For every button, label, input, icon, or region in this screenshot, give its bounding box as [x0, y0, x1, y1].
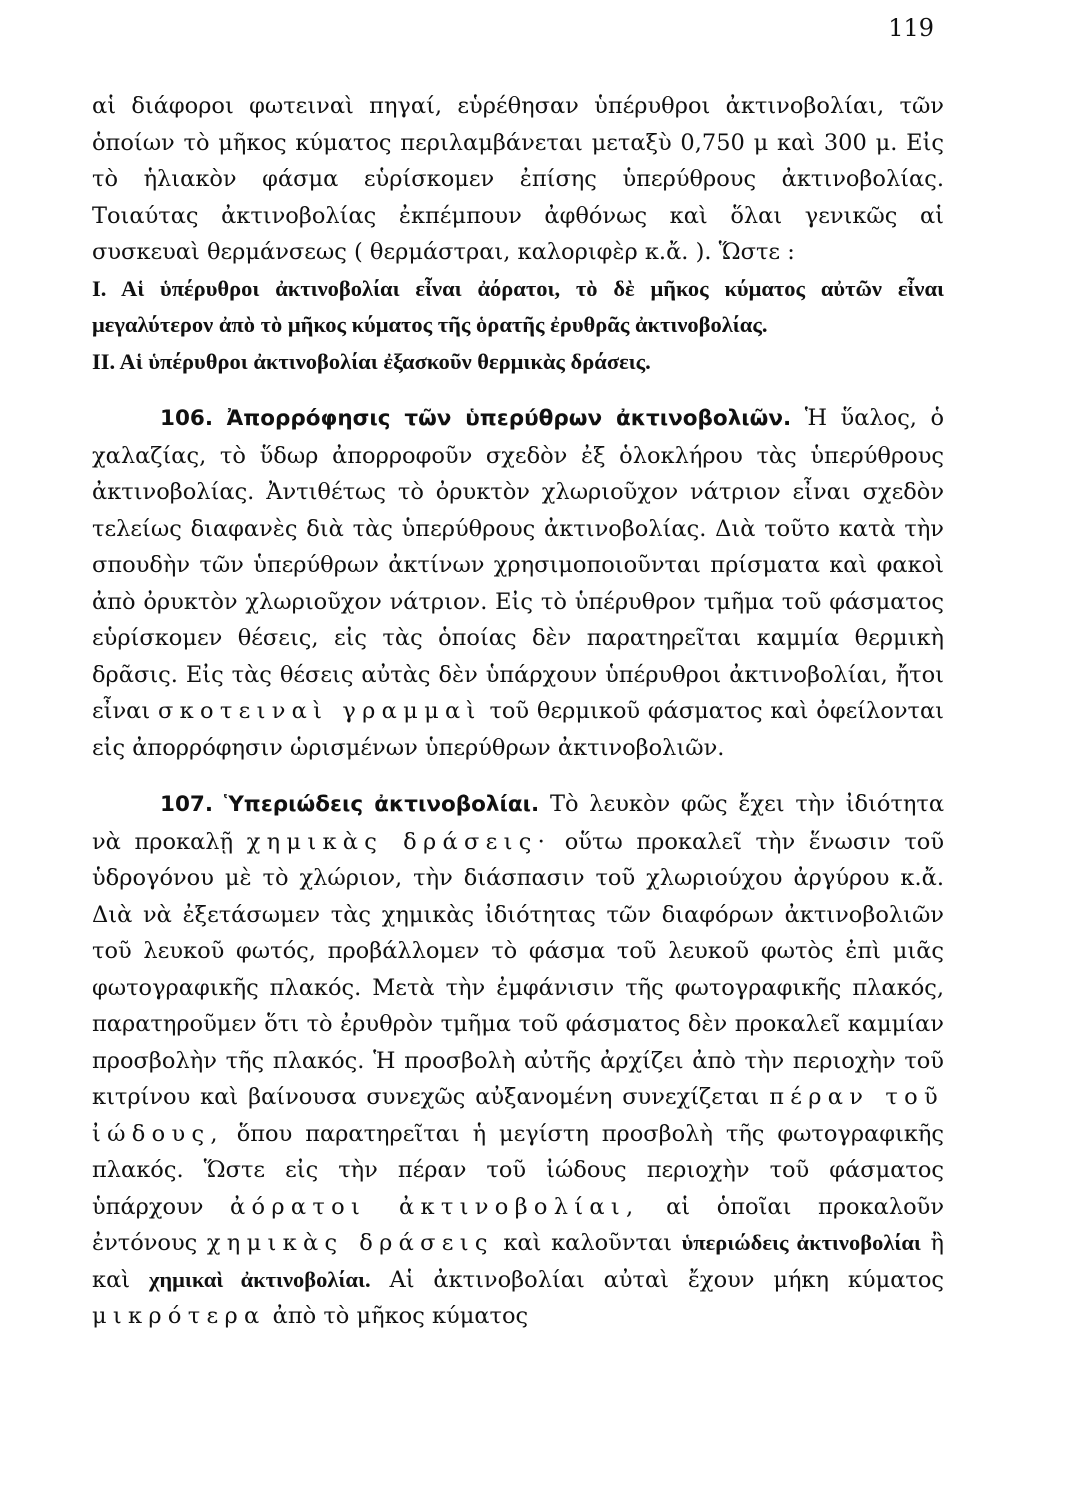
section-107-text-b: οὕτω προκαλεῖ τὴν ἕνωσιν τοῦ ὑδρογόνου μὲ τὸ χλώριον, τὴν διάσπασιν τοῦ χλωριούχου ἀργύρου κ.ἄ. Διὰ νὰ ἐξετάσωμεν τὰς χημικὰς ἰδιότητας τῶν διαφόρων ἀκτινοβολιῶν τοῦ λευκοῦ φωτός, προβάλλομεν τὸ φάσμα τοῦ λευκοῦ φωτὸς ἐπὶ μιᾶς φωτογραφικῆς πλακός. Μετὰ τὴν ἐμφάνισιν τῆς φωτογραφικῆς πλακός, παρατηροῦμεν ὅτι τὸ ἐρυθρὸν τμῆμα τοῦ φάσματος δὲν προκαλεῖ καμμίαν προσβολὴν τῆς πλακός. Ἡ προσβολὴ αὐτῆς ἀρχίζει ἀπὸ τὴν περιοχὴν τοῦ κιτρίνου καὶ βαίνουσα συνεχῶς αὐξανομένη συνεχίζεται — [92, 828, 945, 1110]
section-107-spaced-c: ἀόρατοι ἀκτινοβολίαι, — [230, 1193, 640, 1220]
section-107-text-g: Αἱ ἀκτινοβολίαι αὐταὶ ἔχουν μήκη κύματος — [389, 1266, 944, 1293]
section-107-text-d: αἱ ὁποῖαι προκαλοῦν ἐντόνους — [92, 1193, 945, 1256]
section-107-spaced-d: χημικὰς δράσεις — [206, 1230, 494, 1256]
section-107-text-a: Τὸ λευκὸν φῶς ἔχει τὴν ἰδιότητα νὰ προκαλῇ — [92, 791, 945, 855]
section-106-number: 106. — [160, 406, 214, 431]
section-107-text-c: ὅπου παρατηρεῖται ἡ μεγίστη προσβολὴ τῆς φωτογραφικῆς πλακός. Ὥστε εἰς τὴν πέραν τοῦ ἰώδους περιοχὴν τοῦ φάσματος ὑπάρχουν — [92, 1120, 945, 1220]
section-107-text-e: καὶ καλοῦνται — [503, 1230, 672, 1256]
section-107-spaced-b: πέραν τοῦ ἰώδους, — [92, 1084, 944, 1147]
section-107-bold-a: ὑπεριώδεις ἀκτινοβολίαι — [681, 1230, 921, 1255]
section-107-bold-b: χημικαὶ ἀκτινοβολίαι. — [148, 1266, 371, 1292]
conclusion-two — [92, 344, 944, 381]
section-107-spaced-a: χημικὰς δράσεις· — [246, 828, 552, 855]
page-body — [92, 88, 944, 1335]
intro-paragraph: αἱ διάφοροι φωτειναὶ πηγαί, εὑρέθησαν ὑπέρυθροι ἀκτινοβολίαι, τῶν ὁποίων τὸ μῆκος κύματος περιλαμβάνεται μεταξὺ 0,750 μ καὶ 300 μ. Εἰς τὸ ἡλιακὸν φάσμα εὑρίσκομεν ἐπίσης ὑπερύθρους ἀκτινοβολίας. Τοιαύτας ἀκτινοβολίας ἐκπέμπουν ἀφθόνως καὶ ὅλαι γενικῶς αἱ συσκευαὶ θερμάνσεως ( θερμάστραι, καλοριφὲρ κ.ἄ. ). Ὥστε : — [92, 93, 944, 265]
section-106-spaced-a: σκοτειναὶ γραμμαὶ — [158, 698, 482, 724]
section-106 — [92, 400, 944, 766]
section-107-number: 107. — [160, 792, 214, 817]
section-107-spaced-e: μικρότερα — [92, 1303, 266, 1329]
section-106-text-b: τοῦ θερμικοῦ φάσματος καὶ ὀφείλονται εἰς ἀπορρόφησιν ὡρισμένων ὑπερύθρων ἀκτινοβολιῶν. — [92, 698, 945, 761]
section-107-text-f: ἢ καὶ — [92, 1230, 944, 1293]
section-107 — [92, 786, 944, 1335]
section-107-title: Ὑπεριώδεις ἀκτινοβολίαι. — [223, 792, 540, 817]
conclusion-two-text: ΙΙ. Αἱ ὑπέρυθροι ἀκτινοβολίαι ἐξασκοῦν θερμικὰς δράσεις. — [92, 348, 651, 374]
section-106-title: Ἀπορρόφησις τῶν ὑπερύθρων ἀκτινοβολιῶν. — [226, 406, 792, 431]
section-106-text-a: Ἡ ὕαλος, ὁ χαλαζίας, τὸ ὕδωρ ἀπορροφοῦν σχεδὸν ἐξ ὁλοκλήρου τὰς ὑπερύθρους ἀκτινοβολίας. Ἀντιθέτως τὸ ὀρυκτὸν χλωριοῦχον νάτριον εἶναι σχεδὸν τελείως διαφανὲς διὰ τὰς ὑπερύθρους ἀκτινοβολίας. Διὰ τοῦτο κατὰ τὴν σπουδὴν τῶν ὑπερύθρων ἀκτίνων χρησιμοποιοῦνται πρίσματα καὶ φακοὶ ἀπὸ ὀρυκτὸν χλωριοῦχον νάτριον. Εἰς τὸ ὑπέρυθρον τμῆμα τοῦ φάσματος εὑρίσκομεν θέσεις, εἰς τὰς ὁποίας δὲν παρατηρεῖται καμμία θερμικὴ δρᾶσις. Εἰς τὰς θέσεις αὐτὰς δὲν ὑπάρχουν ὑπέρυθροι ἀκτινοβολίαι, ἤτοι εἶναι — [92, 405, 945, 724]
page-number: 119 — [888, 14, 934, 42]
conclusion-one: Ι. Αἱ ὑπέρυθροι ἀκτινοβολίαι εἶναι ἀόρατοι, τὸ δὲ μῆκος κύματος αὐτῶν εἶναι μεγαλύτερον ἀπὸ τὸ μῆκος κύματος τῆς ὁρατῆς ἐρυθρᾶς ἀκτινοβολίας. — [92, 275, 944, 337]
section-107-text-h: ἀπὸ τὸ μῆκος κύματος — [272, 1303, 529, 1329]
